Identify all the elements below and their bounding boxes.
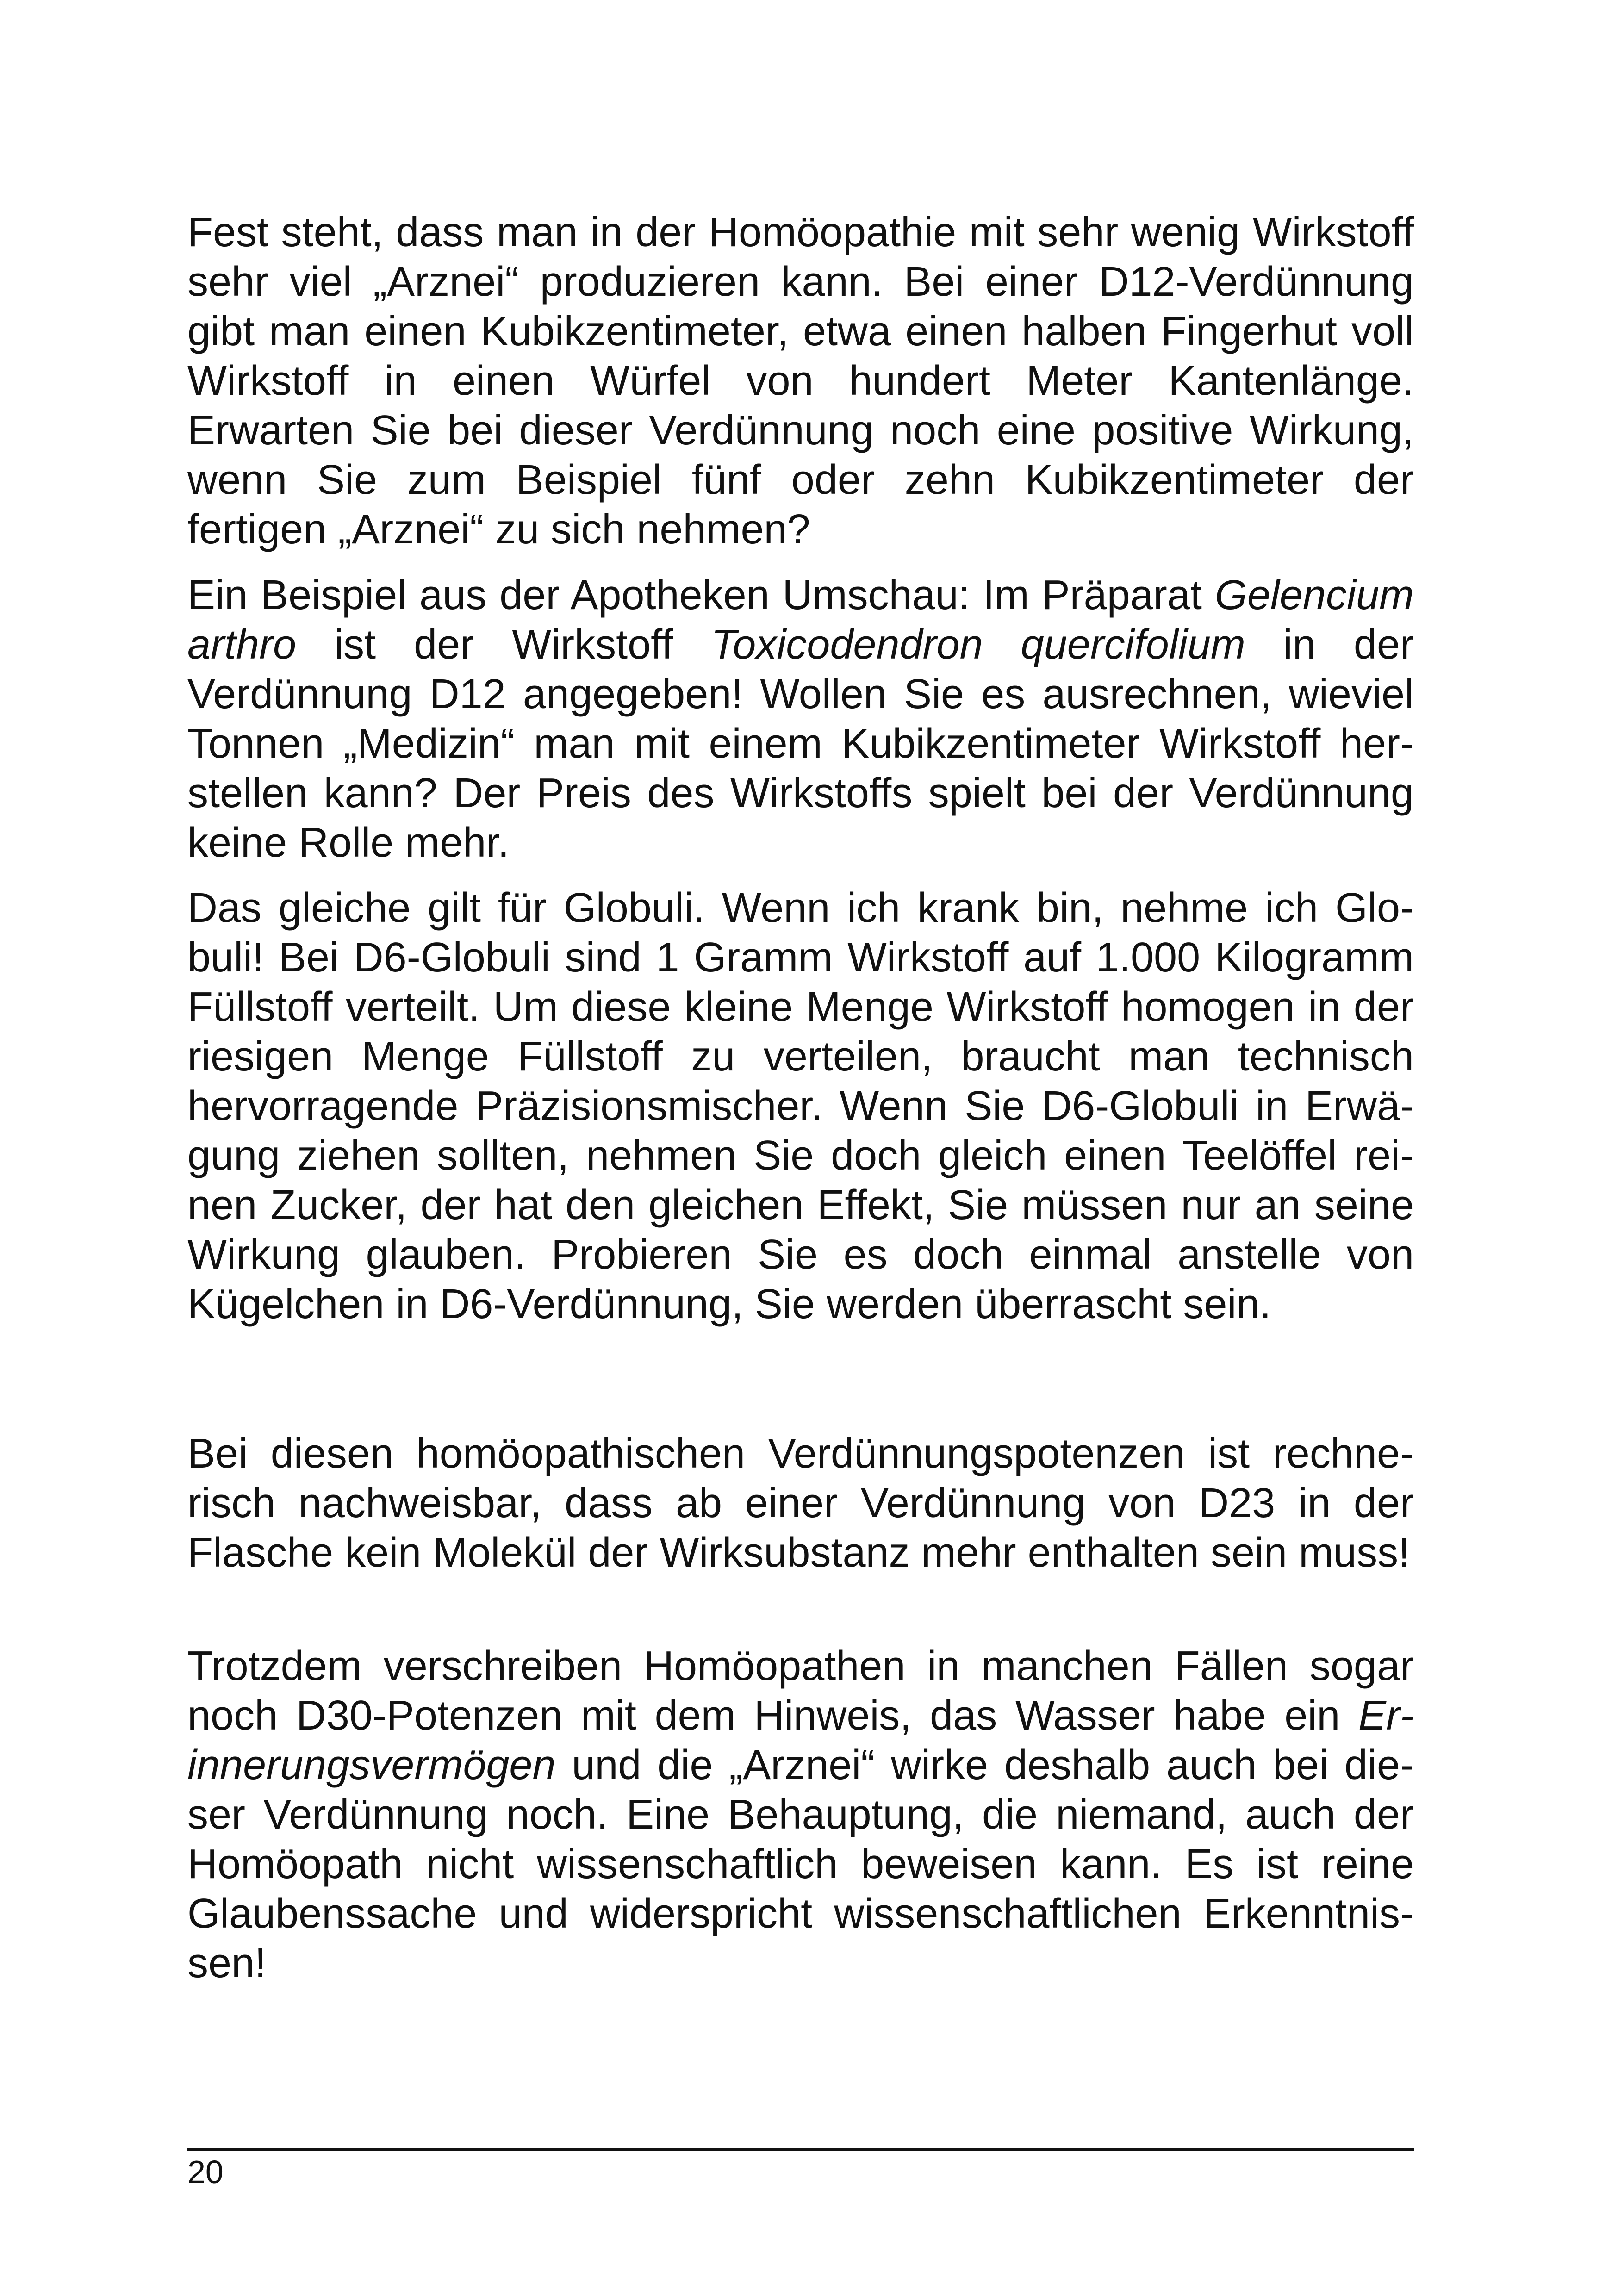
page-number: 20 bbox=[187, 2154, 224, 2190]
paragraph-2-text-b: ist der Wirkstoff bbox=[296, 622, 711, 668]
paragraph-5-text-b: und die „Arznei“ wirke deshalb auch bei dieser Verdünnung noch. Eine Behauptung, die niemand, auch der Homöopath nicht wissenschaftlich beweisen kann. Es ist reine Glaubenssache und widerspricht wissenschaftlichen Erkenntnissen! bbox=[187, 1742, 1414, 1986]
paragraph-2-text-c: in der Verdünnung D12 angegeben! Wollen Sie es ausrechnen, wieviel Tonnen „Medizin“ man mit einem Kubikzentimeter Wirkstoff herstellen kann? Der Preis des Wirkstoffs spielt bei der Verdünnung keine Rolle mehr. bbox=[187, 622, 1414, 866]
product-name-italic: Gelencium arthro bbox=[187, 572, 1414, 668]
paragraph-5-text-a: Trotzdem verschreiben Homöopathen in manchen Fällen sogar noch D30-Potenzen mit dem Hinweis, das Wasser habe ein bbox=[187, 1643, 1414, 1739]
active-ingredient-italic: Toxicodendron quercifolium bbox=[711, 622, 1245, 668]
paragraph-2-text-a: Ein Beispiel aus der Apotheken Umschau: Im Präparat bbox=[187, 572, 1215, 618]
footer-divider bbox=[187, 2148, 1414, 2151]
paragraph-1 bbox=[187, 208, 1414, 554]
paragraph-4 bbox=[187, 1429, 1414, 1578]
paragraph-3 bbox=[187, 884, 1414, 1329]
paragraph-5 bbox=[187, 1642, 1414, 1988]
memory-term-italic: Erinnerungsvermögen bbox=[187, 1692, 1414, 1788]
paragraph-1-text: Fest steht, dass man in der Homöopathie mit sehr wenig Wirkstoff sehr viel „Arznei“ produzieren kann. Bei einer D12-Verdünnung gibt man einen Kubikzentimeter, etwa einen halben Fingerhut voll Wirkstoff in einen Würfel von hundert Meter Kantenlänge. Erwarten Sie bei dieser Verdünnung noch eine positive Wirkung, wenn Sie zum Beispiel fünf oder zehn Kubikzentimeter der fertigen „Arznei“ zu sich nehmen? bbox=[187, 209, 1414, 553]
paragraph-2 bbox=[187, 571, 1414, 868]
paragraph-4-text: Bei diesen homöopathischen Verdünnungspotenzen ist rechnerisch nachweisbar, dass ab einer Verdünnung von D23 in der Flasche kein Molekül der Wirksubstanz mehr enthalten sein muss! bbox=[187, 1431, 1414, 1576]
paragraph-3-text: Das gleiche gilt für Globuli. Wenn ich krank bin, nehme ich Globuli! Bei D6-Globuli sind 1 Gramm Wirkstoff auf 1.000 Kilogramm Füllstoff verteilt. Um diese kleine Menge Wirkstoff homogen in der riesigen Menge Füllstoff zu verteilen, braucht man technisch hervorragende Präzisionsmischer. Wenn Sie D6-Globuli in Erwägung ziehen sollten, nehmen Sie doch gleich einen Teelöffel reinen Zucker, der hat den gleichen Effekt, Sie müssen nur an seine Wirkung glauben. Probieren Sie es doch einmal anstelle von Kügelchen in D6-Verdünnung, Sie werden überrascht sein. bbox=[187, 885, 1414, 1327]
